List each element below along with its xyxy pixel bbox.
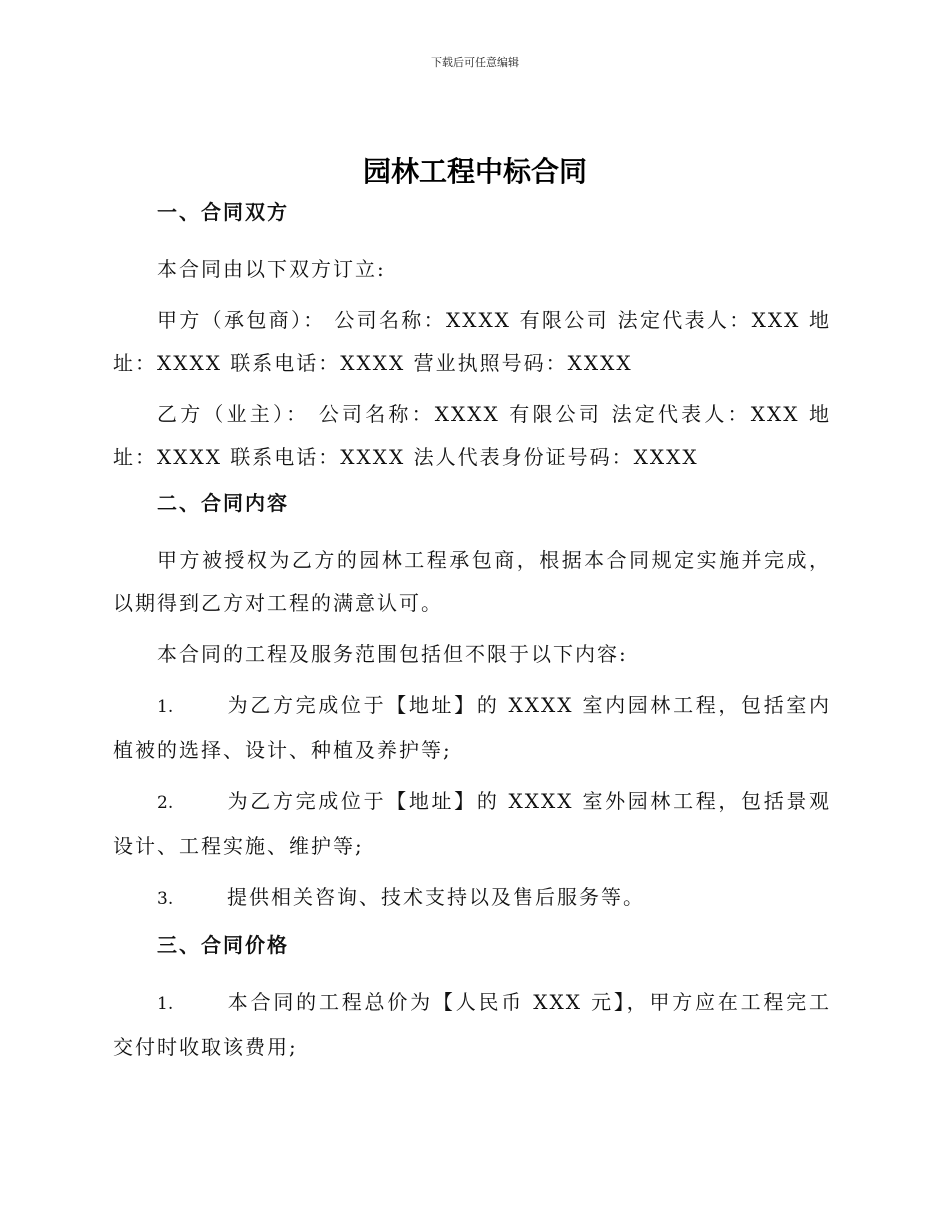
paragraph-scope: 本合同的工程及服务范围包括但不限于以下内容: xyxy=(157,642,628,666)
section-heading-parties: 一、合同双方 xyxy=(157,200,289,224)
list-item xyxy=(113,876,831,921)
paragraph-party-b: 乙方（业主）： 公司名称：XXXX 有限公司 法定代表人：XXX 地址：XXXX 联系电话：XXXX 法人代表身份证号码：XXXX xyxy=(113,402,831,469)
header-note: 下载后可任意编辑 xyxy=(431,56,519,69)
paragraph-authorization: 甲方被授权为乙方的园林工程承包商，根据本合同规定实施并完成，以期得到乙方对工程的满意认可。 xyxy=(113,548,831,615)
document-title: 园林工程中标合同 xyxy=(362,155,587,188)
document-body xyxy=(113,196,831,1077)
list-item xyxy=(113,684,831,772)
list-item-number: 1. xyxy=(157,697,174,717)
list-item-number: 1. xyxy=(157,994,174,1014)
list-item-text: 为乙方完成位于【地址】的 XXXX 室内园林工程，包括室内植被的选择、设计、种植及养护等; xyxy=(113,693,831,762)
list-item xyxy=(113,780,831,868)
list-item xyxy=(113,981,831,1069)
list-item-text: 为乙方完成位于【地址】的 XXXX 室外园林工程，包括景观设计、工程实施、维护等; xyxy=(113,789,831,858)
list-item-text: 本合同的工程总价为【人民币 XXX 元】，甲方应在工程完工交付时收取该费用; xyxy=(113,990,831,1059)
paragraph-party-a: 甲方（承包商）： 公司名称：XXXX 有限公司 法定代表人：XXX 地址：XXXX 联系电话：XXXX 营业执照号码：XXXX xyxy=(113,308,831,375)
list-item-number: 3. xyxy=(157,889,174,909)
section-heading-price: 三、合同价格 xyxy=(157,933,289,957)
section-heading-content: 二、合同内容 xyxy=(157,491,289,515)
paragraph-intro: 本合同由以下双方订立: xyxy=(157,257,386,281)
list-item-text: 提供相关咨询、技术支持以及售后服务等。 xyxy=(227,885,645,909)
list-item-number: 2. xyxy=(157,793,174,813)
